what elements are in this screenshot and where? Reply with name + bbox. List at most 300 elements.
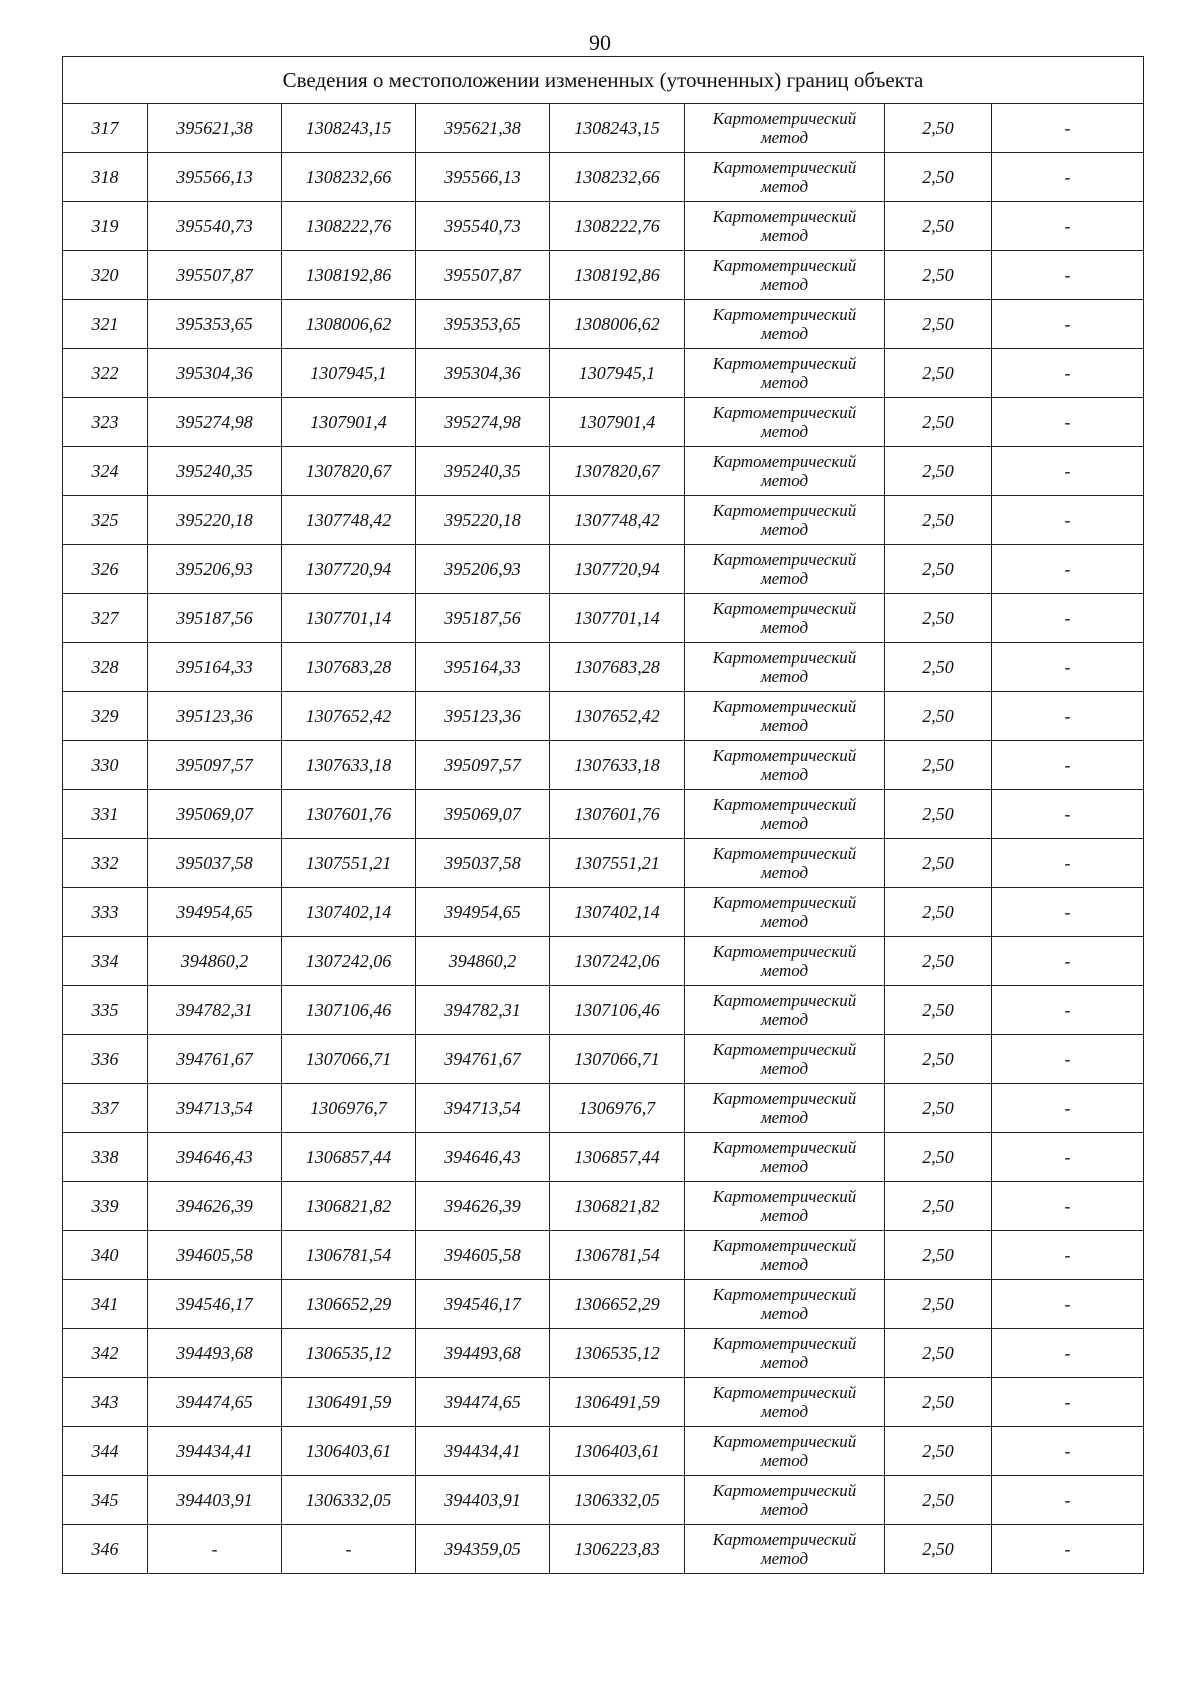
method-line-1: Картометрический <box>712 991 857 1010</box>
table-body <box>63 104 1144 1574</box>
method-cell <box>685 1035 885 1084</box>
refined-x-cell: 395069,07 <box>416 790 550 839</box>
refined-x-cell: 395037,58 <box>416 839 550 888</box>
point-number-cell: 343 <box>63 1378 148 1427</box>
accuracy-cell: 2,50 <box>885 1182 992 1231</box>
existing-y-cell: 1306491,59 <box>282 1378 416 1427</box>
refined-x-cell: 394359,05 <box>416 1525 550 1574</box>
method-line-2: метод <box>760 912 809 931</box>
method-cell <box>685 104 885 153</box>
note-cell: - <box>992 349 1144 398</box>
method-line-1: Картометрический <box>712 1481 857 1500</box>
table-row <box>63 1378 1144 1427</box>
existing-x-cell: 395187,56 <box>148 594 282 643</box>
table-row <box>63 643 1144 692</box>
method-line-2: метод <box>760 324 809 343</box>
refined-y-cell: 1307601,76 <box>550 790 685 839</box>
accuracy-cell: 2,50 <box>885 1378 992 1427</box>
note-cell: - <box>992 1084 1144 1133</box>
refined-x-cell: 395240,35 <box>416 447 550 496</box>
note-cell: - <box>992 153 1144 202</box>
refined-x-cell: 395187,56 <box>416 594 550 643</box>
table-title: Сведения о местоположении измененных (уточненных) границ объекта <box>63 57 1144 104</box>
point-number-cell: 322 <box>63 349 148 398</box>
existing-x-cell: - <box>148 1525 282 1574</box>
accuracy-cell: 2,50 <box>885 545 992 594</box>
existing-y-cell: 1307633,18 <box>282 741 416 790</box>
existing-x-cell: 395566,13 <box>148 153 282 202</box>
existing-y-cell: 1307066,71 <box>282 1035 416 1084</box>
method-cell <box>685 839 885 888</box>
method-cell <box>685 545 885 594</box>
table-row <box>63 986 1144 1035</box>
method-line-2: метод <box>760 422 809 441</box>
note-cell: - <box>992 545 1144 594</box>
refined-x-cell: 394474,65 <box>416 1378 550 1427</box>
existing-x-cell: 395540,73 <box>148 202 282 251</box>
method-line-1: Картометрический <box>712 550 857 569</box>
method-cell <box>685 1280 885 1329</box>
refined-x-cell: 395621,38 <box>416 104 550 153</box>
existing-x-cell: 395037,58 <box>148 839 282 888</box>
point-number-cell: 331 <box>63 790 148 839</box>
method-line-2: метод <box>760 569 809 588</box>
point-number-cell: 338 <box>63 1133 148 1182</box>
refined-x-cell: 395097,57 <box>416 741 550 790</box>
method-line-1: Картометрический <box>712 648 857 667</box>
existing-y-cell: 1308222,76 <box>282 202 416 251</box>
method-line-2: метод <box>760 716 809 735</box>
accuracy-cell: 2,50 <box>885 692 992 741</box>
refined-y-cell: 1306976,7 <box>550 1084 685 1133</box>
accuracy-cell: 2,50 <box>885 251 992 300</box>
existing-x-cell: 394546,17 <box>148 1280 282 1329</box>
table-row <box>63 1329 1144 1378</box>
method-cell <box>685 202 885 251</box>
method-line-2: метод <box>760 1206 809 1225</box>
existing-y-cell: 1307652,42 <box>282 692 416 741</box>
method-line-2: метод <box>760 1108 809 1127</box>
refined-x-cell: 395353,65 <box>416 300 550 349</box>
refined-y-cell: 1308232,66 <box>550 153 685 202</box>
method-line-2: метод <box>760 1010 809 1029</box>
existing-x-cell: 395123,36 <box>148 692 282 741</box>
accuracy-cell: 2,50 <box>885 741 992 790</box>
note-cell: - <box>992 790 1144 839</box>
method-line-1: Картометрический <box>712 844 857 863</box>
refined-x-cell: 395507,87 <box>416 251 550 300</box>
point-number-cell: 337 <box>63 1084 148 1133</box>
point-number-cell: 319 <box>63 202 148 251</box>
table-row <box>63 1084 1144 1133</box>
method-cell <box>685 1476 885 1525</box>
existing-y-cell: 1307720,94 <box>282 545 416 594</box>
existing-x-cell: 394626,39 <box>148 1182 282 1231</box>
table-title-row <box>63 57 1144 104</box>
accuracy-cell: 2,50 <box>885 888 992 937</box>
existing-x-cell: 395274,98 <box>148 398 282 447</box>
note-cell: - <box>992 1182 1144 1231</box>
table-row <box>63 1182 1144 1231</box>
existing-x-cell: 395097,57 <box>148 741 282 790</box>
method-line-2: метод <box>760 1353 809 1372</box>
refined-y-cell: 1307402,14 <box>550 888 685 937</box>
accuracy-cell: 2,50 <box>885 839 992 888</box>
method-line-2: метод <box>760 1451 809 1470</box>
refined-x-cell: 395304,36 <box>416 349 550 398</box>
refined-x-cell: 394403,91 <box>416 1476 550 1525</box>
existing-y-cell: 1307945,1 <box>282 349 416 398</box>
accuracy-cell: 2,50 <box>885 937 992 986</box>
point-number-cell: 324 <box>63 447 148 496</box>
accuracy-cell: 2,50 <box>885 447 992 496</box>
refined-x-cell: 395206,93 <box>416 545 550 594</box>
note-cell: - <box>992 1329 1144 1378</box>
method-line-2: метод <box>760 1255 809 1274</box>
method-line-1: Картометрический <box>712 697 857 716</box>
method-line-1: Картометрический <box>712 158 857 177</box>
point-number-cell: 321 <box>63 300 148 349</box>
table-row <box>63 1035 1144 1084</box>
method-cell <box>685 1427 885 1476</box>
existing-y-cell: 1308232,66 <box>282 153 416 202</box>
method-cell <box>685 398 885 447</box>
existing-y-cell: 1306821,82 <box>282 1182 416 1231</box>
method-line-2: метод <box>760 814 809 833</box>
note-cell: - <box>992 202 1144 251</box>
note-cell: - <box>992 300 1144 349</box>
refined-x-cell: 394782,31 <box>416 986 550 1035</box>
point-number-cell: 318 <box>63 153 148 202</box>
existing-y-cell: 1307551,21 <box>282 839 416 888</box>
note-cell: - <box>992 594 1144 643</box>
method-line-2: метод <box>760 1549 809 1568</box>
method-line-2: метод <box>760 765 809 784</box>
existing-y-cell: 1307601,76 <box>282 790 416 839</box>
existing-y-cell: 1307701,14 <box>282 594 416 643</box>
existing-y-cell: 1307901,4 <box>282 398 416 447</box>
accuracy-cell: 2,50 <box>885 496 992 545</box>
existing-x-cell: 395240,35 <box>148 447 282 496</box>
accuracy-cell: 2,50 <box>885 1525 992 1574</box>
refined-y-cell: 1306857,44 <box>550 1133 685 1182</box>
refined-y-cell: 1307748,42 <box>550 496 685 545</box>
point-number-cell: 341 <box>63 1280 148 1329</box>
method-line-1: Картометрический <box>712 256 857 275</box>
method-line-1: Картометрический <box>712 1089 857 1108</box>
note-cell: - <box>992 741 1144 790</box>
refined-y-cell: 1306535,12 <box>550 1329 685 1378</box>
refined-x-cell: 395274,98 <box>416 398 550 447</box>
note-cell: - <box>992 1378 1144 1427</box>
note-cell: - <box>992 937 1144 986</box>
page-number: 90 <box>589 30 611 55</box>
method-cell <box>685 300 885 349</box>
point-number-cell: 346 <box>63 1525 148 1574</box>
existing-y-cell: 1306332,05 <box>282 1476 416 1525</box>
existing-y-cell: 1306652,29 <box>282 1280 416 1329</box>
table-row <box>63 1231 1144 1280</box>
refined-y-cell: 1308192,86 <box>550 251 685 300</box>
refined-x-cell: 395164,33 <box>416 643 550 692</box>
method-line-2: метод <box>760 618 809 637</box>
existing-x-cell: 395304,36 <box>148 349 282 398</box>
method-line-2: метод <box>760 177 809 196</box>
point-number-cell: 323 <box>63 398 148 447</box>
method-line-1: Картометрический <box>712 1432 857 1451</box>
method-line-2: метод <box>760 1500 809 1519</box>
point-number-cell: 339 <box>63 1182 148 1231</box>
refined-y-cell: 1306652,29 <box>550 1280 685 1329</box>
point-number-cell: 327 <box>63 594 148 643</box>
accuracy-cell: 2,50 <box>885 1329 992 1378</box>
note-cell: - <box>992 1280 1144 1329</box>
note-cell: - <box>992 692 1144 741</box>
note-cell: - <box>992 1476 1144 1525</box>
accuracy-cell: 2,50 <box>885 398 992 447</box>
table-row <box>63 1133 1144 1182</box>
existing-y-cell: 1308243,15 <box>282 104 416 153</box>
method-line-2: метод <box>760 1157 809 1176</box>
existing-y-cell: 1307748,42 <box>282 496 416 545</box>
point-number-cell: 326 <box>63 545 148 594</box>
note-cell: - <box>992 888 1144 937</box>
accuracy-cell: 2,50 <box>885 349 992 398</box>
refined-y-cell: 1308222,76 <box>550 202 685 251</box>
refined-y-cell: 1308243,15 <box>550 104 685 153</box>
refined-x-cell: 394605,58 <box>416 1231 550 1280</box>
refined-y-cell: 1307551,21 <box>550 839 685 888</box>
accuracy-cell: 2,50 <box>885 1133 992 1182</box>
method-cell <box>685 643 885 692</box>
existing-y-cell: 1306535,12 <box>282 1329 416 1378</box>
method-cell <box>685 888 885 937</box>
method-line-2: метод <box>760 1402 809 1421</box>
refined-y-cell: 1307242,06 <box>550 937 685 986</box>
note-cell: - <box>992 1133 1144 1182</box>
existing-x-cell: 395164,33 <box>148 643 282 692</box>
accuracy-cell: 2,50 <box>885 202 992 251</box>
refined-x-cell: 394546,17 <box>416 1280 550 1329</box>
point-number-cell: 335 <box>63 986 148 1035</box>
existing-x-cell: 395507,87 <box>148 251 282 300</box>
refined-x-cell: 394646,43 <box>416 1133 550 1182</box>
method-line-2: метод <box>760 1059 809 1078</box>
method-line-1: Картометрический <box>712 746 857 765</box>
refined-y-cell: 1307945,1 <box>550 349 685 398</box>
refined-y-cell: 1306223,83 <box>550 1525 685 1574</box>
existing-y-cell: 1306976,7 <box>282 1084 416 1133</box>
refined-x-cell: 395123,36 <box>416 692 550 741</box>
method-line-1: Картометрический <box>712 1285 857 1304</box>
point-number-cell: 325 <box>63 496 148 545</box>
accuracy-cell: 2,50 <box>885 1035 992 1084</box>
method-line-1: Картометрический <box>712 1138 857 1157</box>
refined-x-cell: 394493,68 <box>416 1329 550 1378</box>
refined-y-cell: 1306781,54 <box>550 1231 685 1280</box>
method-line-1: Картометрический <box>712 599 857 618</box>
accuracy-cell: 2,50 <box>885 986 992 1035</box>
accuracy-cell: 2,50 <box>885 790 992 839</box>
point-number-cell: 344 <box>63 1427 148 1476</box>
point-number-cell: 345 <box>63 1476 148 1525</box>
table-row <box>63 839 1144 888</box>
table-row <box>63 1427 1144 1476</box>
refined-y-cell: 1307901,4 <box>550 398 685 447</box>
point-number-cell: 332 <box>63 839 148 888</box>
note-cell: - <box>992 496 1144 545</box>
existing-x-cell: 394713,54 <box>148 1084 282 1133</box>
method-line-1: Картометрический <box>712 452 857 471</box>
existing-x-cell: 394434,41 <box>148 1427 282 1476</box>
accuracy-cell: 2,50 <box>885 153 992 202</box>
method-cell <box>685 1182 885 1231</box>
existing-x-cell: 395206,93 <box>148 545 282 594</box>
accuracy-cell: 2,50 <box>885 643 992 692</box>
refined-x-cell: 394713,54 <box>416 1084 550 1133</box>
table-row <box>63 104 1144 153</box>
method-line-1: Картометрический <box>712 1236 857 1255</box>
method-line-1: Картометрический <box>712 1530 857 1549</box>
method-line-1: Картометрический <box>712 1334 857 1353</box>
method-cell <box>685 1378 885 1427</box>
point-number-cell: 330 <box>63 741 148 790</box>
refined-x-cell: 394761,67 <box>416 1035 550 1084</box>
table-row <box>63 594 1144 643</box>
existing-y-cell: 1308192,86 <box>282 251 416 300</box>
refined-y-cell: 1307720,94 <box>550 545 685 594</box>
accuracy-cell: 2,50 <box>885 1280 992 1329</box>
table-row <box>63 251 1144 300</box>
point-number-cell: 334 <box>63 937 148 986</box>
refined-y-cell: 1307683,28 <box>550 643 685 692</box>
table-row <box>63 300 1144 349</box>
point-number-cell: 336 <box>63 1035 148 1084</box>
table-row <box>63 741 1144 790</box>
existing-x-cell: 394493,68 <box>148 1329 282 1378</box>
method-cell <box>685 986 885 1035</box>
existing-y-cell: 1307683,28 <box>282 643 416 692</box>
method-cell <box>685 1084 885 1133</box>
existing-y-cell: 1307820,67 <box>282 447 416 496</box>
note-cell: - <box>992 643 1144 692</box>
existing-x-cell: 394605,58 <box>148 1231 282 1280</box>
method-line-2: метод <box>760 961 809 980</box>
refined-x-cell: 395540,73 <box>416 202 550 251</box>
table-row <box>63 349 1144 398</box>
refined-x-cell: 395566,13 <box>416 153 550 202</box>
table-row <box>63 153 1144 202</box>
coordinates-table <box>62 56 1144 1574</box>
refined-y-cell: 1307066,71 <box>550 1035 685 1084</box>
accuracy-cell: 2,50 <box>885 1476 992 1525</box>
method-line-1: Картометрический <box>712 109 857 128</box>
refined-x-cell: 394626,39 <box>416 1182 550 1231</box>
table-row <box>63 496 1144 545</box>
method-cell <box>685 153 885 202</box>
existing-y-cell: 1307242,06 <box>282 937 416 986</box>
accuracy-cell: 2,50 <box>885 594 992 643</box>
method-line-1: Картометрический <box>712 1040 857 1059</box>
point-number-cell: 342 <box>63 1329 148 1378</box>
method-cell <box>685 1133 885 1182</box>
method-line-1: Картометрический <box>712 1187 857 1206</box>
table-row <box>63 692 1144 741</box>
note-cell: - <box>992 1427 1144 1476</box>
existing-x-cell: 394782,31 <box>148 986 282 1035</box>
note-cell: - <box>992 447 1144 496</box>
existing-x-cell: 394954,65 <box>148 888 282 937</box>
method-line-1: Картометрический <box>712 501 857 520</box>
existing-x-cell: 395353,65 <box>148 300 282 349</box>
method-line-1: Картометрический <box>712 207 857 226</box>
table-row <box>63 398 1144 447</box>
existing-x-cell: 394646,43 <box>148 1133 282 1182</box>
existing-x-cell: 394860,2 <box>148 937 282 986</box>
table-row <box>63 447 1144 496</box>
point-number-cell: 329 <box>63 692 148 741</box>
note-cell: - <box>992 839 1144 888</box>
accuracy-cell: 2,50 <box>885 1231 992 1280</box>
refined-y-cell: 1306491,59 <box>550 1378 685 1427</box>
existing-y-cell: 1308006,62 <box>282 300 416 349</box>
refined-y-cell: 1306403,61 <box>550 1427 685 1476</box>
note-cell: - <box>992 1525 1144 1574</box>
point-number-cell: 317 <box>63 104 148 153</box>
method-cell <box>685 790 885 839</box>
table-row <box>63 937 1144 986</box>
note-cell: - <box>992 398 1144 447</box>
method-cell <box>685 937 885 986</box>
method-line-1: Картометрический <box>712 354 857 373</box>
existing-y-cell: - <box>282 1525 416 1574</box>
table-row <box>63 888 1144 937</box>
refined-x-cell: 395220,18 <box>416 496 550 545</box>
note-cell: - <box>992 986 1144 1035</box>
method-cell <box>685 496 885 545</box>
method-line-1: Картометрический <box>712 795 857 814</box>
method-line-2: метод <box>760 226 809 245</box>
method-line-2: метод <box>760 667 809 686</box>
method-cell <box>685 1525 885 1574</box>
method-cell <box>685 594 885 643</box>
refined-y-cell: 1307652,42 <box>550 692 685 741</box>
existing-y-cell: 1306781,54 <box>282 1231 416 1280</box>
method-line-2: метод <box>760 471 809 490</box>
refined-x-cell: 394954,65 <box>416 888 550 937</box>
refined-y-cell: 1307633,18 <box>550 741 685 790</box>
method-line-2: метод <box>760 1304 809 1323</box>
existing-y-cell: 1307402,14 <box>282 888 416 937</box>
existing-x-cell: 394761,67 <box>148 1035 282 1084</box>
table-row <box>63 202 1144 251</box>
point-number-cell: 320 <box>63 251 148 300</box>
accuracy-cell: 2,50 <box>885 104 992 153</box>
existing-y-cell: 1306857,44 <box>282 1133 416 1182</box>
accuracy-cell: 2,50 <box>885 1427 992 1476</box>
method-line-2: метод <box>760 275 809 294</box>
method-line-1: Картометрический <box>712 942 857 961</box>
method-line-1: Картометрический <box>712 1383 857 1402</box>
existing-x-cell: 394474,65 <box>148 1378 282 1427</box>
method-cell <box>685 251 885 300</box>
refined-y-cell: 1307701,14 <box>550 594 685 643</box>
point-number-cell: 333 <box>63 888 148 937</box>
method-line-2: метод <box>760 373 809 392</box>
table-row <box>63 790 1144 839</box>
method-cell <box>685 447 885 496</box>
refined-x-cell: 394434,41 <box>416 1427 550 1476</box>
